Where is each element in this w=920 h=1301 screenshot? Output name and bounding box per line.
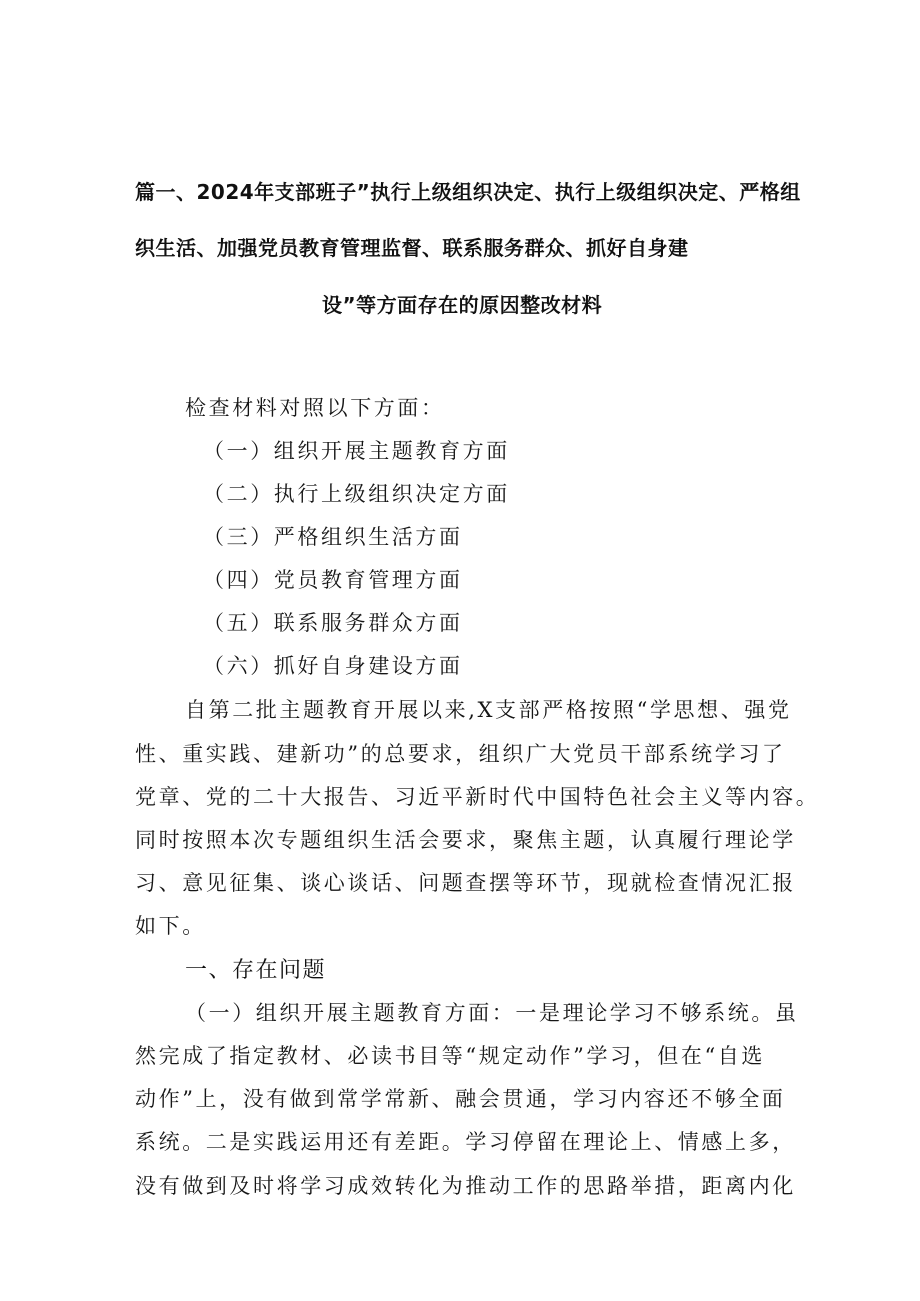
paragraph-line: 没有做到及时将学习成效转化为推动工作的思路举措，距离内化 [135,1174,796,1198]
aspect-item: （一）组织开展主题教育方面 [203,439,510,463]
paragraph-line: （一）组织开展主题教育方面：一是理论学习不够系统。虽 [185,1001,799,1025]
paragraph-line: 然完成了指定教材、必读书目等“规定动作”学习，但在“自选 [135,1044,766,1068]
paragraph-line: 同时按照本次专题组织生活会要求，聚焦主题，认真履行理论学 [135,828,796,852]
paragraph-line: 动作”上，没有做到常学常新、融会贯通，学习内容还不够全面 [135,1087,786,1111]
document-title-line-2: 织生活、加强党员教育管理监督、联系服务群众、抓好自身建 [135,236,689,260]
aspect-item: （四）党员教育管理方面 [203,568,463,592]
aspect-item: （六）抓好自身建设方面 [203,654,463,678]
paragraph-line: 习、意见征集、谈心谈话、问题查摆等环节，现就检查情况汇报 [135,871,796,895]
section-heading: 一、存在问题 [185,958,327,983]
document-title-line-3: 设”等方面存在的原因整改材料 [322,293,603,317]
document-title-line-1: 篇一、2024年支部班子”执行上级组织决定、执行上级组织决定、严格组 [135,180,801,204]
paragraph-line: 党章、党的二十大报告、习近平新时代中国特色社会主义等内容。 [135,785,820,809]
aspect-item: （五）联系服务群众方面 [203,611,463,635]
aspect-item: （三）严格组织生活方面 [203,525,463,549]
paragraph-line: 性、重实践、建新功”的总要求，组织广大党员干部系统学习了 [135,742,786,766]
paragraph-line: 系统。二是实践运用还有差距。学习停留在理论上、情感上多， [135,1130,796,1154]
paragraph-line: 如下。 [135,914,206,938]
aspect-item: （二）执行上级组织决定方面 [203,482,510,506]
intro-text: 检查材料对照以下方面： [185,396,445,420]
paragraph-line: 自第二批主题教育开展以来,X支部严格按照“学思想、强党 [185,698,792,722]
